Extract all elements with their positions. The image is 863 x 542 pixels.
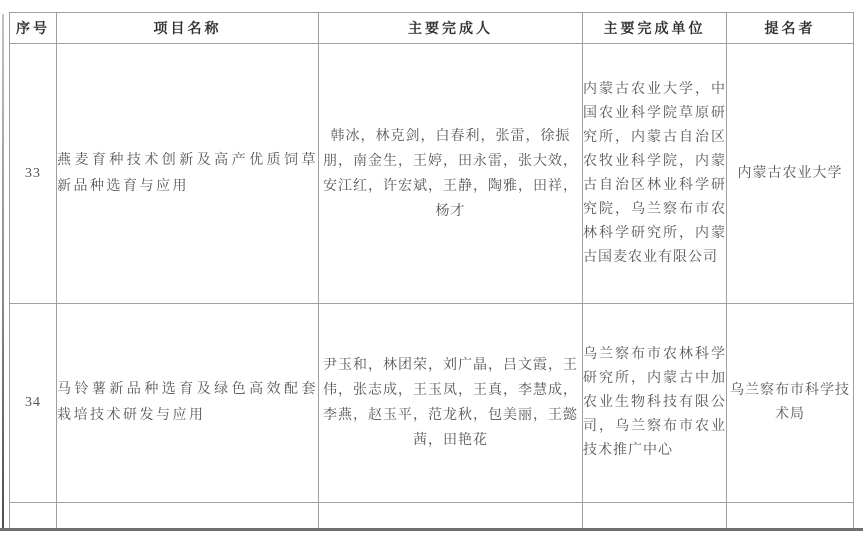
empty-cell [57,503,319,529]
table-row [10,44,854,304]
empty-cell [319,503,583,529]
table-row [10,304,854,503]
header-main-organizations: 主要完成单位 [583,13,727,44]
empty-cell [583,503,727,529]
header-main-completers: 主要完成人 [319,13,583,44]
nominator: 内蒙古农业大学 [727,44,854,304]
project-name: 燕麦育种技术创新及高产优质饲草新品种选育与应用 [57,44,319,304]
main-organizations: 内蒙古农业大学，中国农业科学院草原研究所，内蒙古自治区农牧业科学院，内蒙古自治区林业科学研究院，乌兰察布市农林科学研究所，内蒙古国麦农业有限公司 [583,44,727,304]
nominator: 乌兰察布市科学技术局 [727,304,854,503]
main-organizations: 乌兰察布市农林科学研究所，内蒙古中加农业生物科技有限公司，乌兰察布市农业技术推广中心 [583,304,727,503]
project-name: 马铃薯新品种选育及绿色高效配套栽培技术研发与应用 [57,304,319,503]
header-nominator: 提名者 [727,13,854,44]
table-header-row [10,13,854,44]
serial-number: 33 [10,44,57,304]
serial-number: 34 [10,304,57,503]
award-table-container [9,12,855,528]
header-serial-number: 序号 [10,13,57,44]
page-bottom-edge-line [0,528,863,531]
main-completers: 韩冰，林克剑，白春利，张雷，徐振朋，南金生，王婷，田永雷，张大效，安江红，许宏斌，王静，陶雅，田祥，杨才 [319,44,583,304]
empty-cell [727,503,854,529]
table-row-cutoff [10,503,854,529]
header-project-name: 项目名称 [57,13,319,44]
empty-cell [10,503,57,529]
page-left-edge-line [2,14,4,528]
main-completers: 尹玉和，林团荣，刘广晶，吕文霞，王伟，张志成，王玉凤，王真，李慧成，李燕，赵玉平，范龙秋，包美丽，王懿茜，田艳花 [319,304,583,503]
award-table [9,12,854,528]
